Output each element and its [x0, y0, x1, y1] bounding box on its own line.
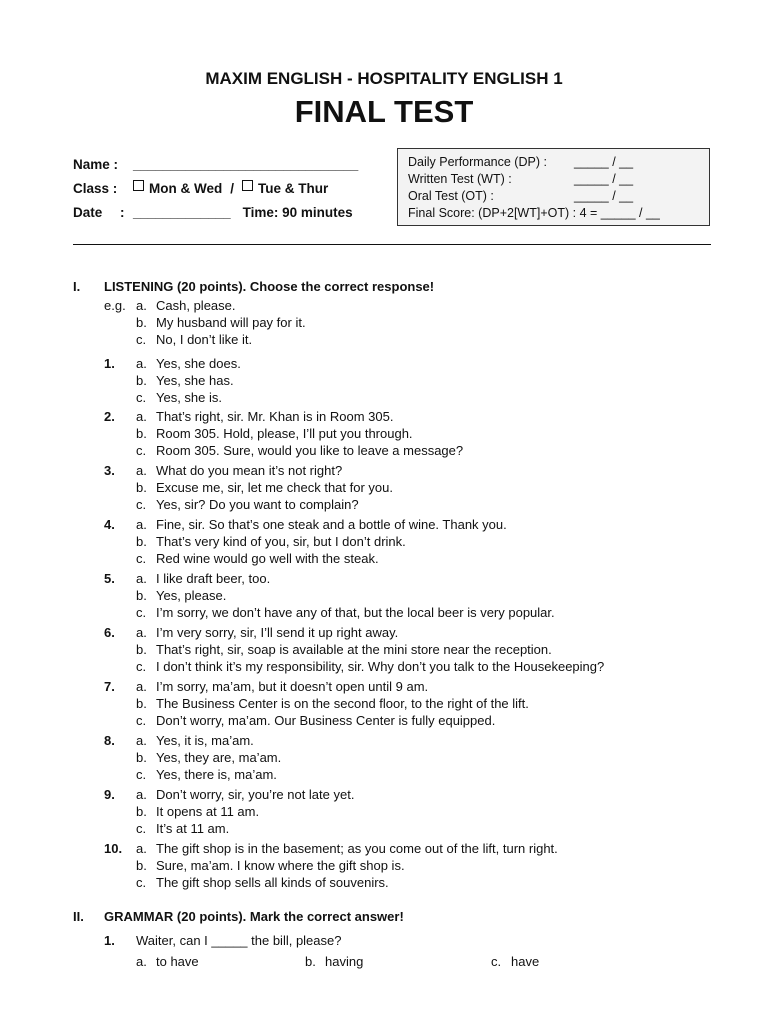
class-label: Class :	[73, 181, 118, 196]
class-separator: /	[230, 181, 235, 196]
option-text: Room 305. Sure, would you like to leave a message?	[156, 442, 464, 458]
option-letter: b.	[136, 641, 147, 657]
option-text: What do you mean it’s not right?	[156, 463, 343, 478]
option-text: Yes, it is, ma’am.	[156, 733, 254, 748]
option-text: The gift shop sells all kinds of souvenirs.	[156, 874, 389, 890]
score-row-ot	[408, 188, 709, 205]
class-mon-wed-checkbox[interactable]	[133, 180, 144, 191]
option-text: That’s very kind of you, sir, but I don’t drink.	[156, 533, 406, 549]
option-c[interactable]	[136, 390, 241, 407]
option-text: It’s at 11 am.	[156, 820, 230, 836]
example-prefix: e.g.	[104, 298, 126, 313]
option-text: Yes, she has.	[156, 372, 234, 388]
option-c[interactable]	[136, 497, 393, 514]
option-letter: a.	[136, 679, 147, 694]
name-label: Name :	[73, 157, 119, 172]
question-number: 1.	[104, 933, 115, 948]
option-text: Don’t worry, sir, you’re not late yet.	[156, 787, 355, 802]
option-letter: a.	[136, 841, 147, 856]
divider	[73, 244, 711, 245]
option-letter: c.	[136, 389, 147, 405]
option-text: The gift shop is in the basement; as you come out of the lift, turn right.	[156, 841, 558, 856]
option-text: Excuse me, sir, let me check that for you.	[156, 479, 393, 495]
section-grammar-heading	[73, 909, 404, 924]
section-title: LISTENING (20 points). Choose the correct response!	[104, 279, 435, 294]
date-colon: :	[120, 205, 125, 220]
question-number: 4.	[104, 517, 115, 532]
option-text: I’m very sorry, sir, I’ll send it up right away.	[156, 625, 399, 640]
score-value: _____ / __	[574, 189, 634, 203]
option-text: The Business Center is on the second floor, to the right of the lift.	[156, 695, 529, 711]
option-letter: a.	[136, 298, 147, 313]
class-row	[73, 180, 358, 204]
option-a[interactable]	[136, 787, 354, 804]
option-a[interactable]	[136, 841, 558, 858]
option-text: That’s right, sir. Mr. Khan is in Room 305.	[156, 409, 394, 424]
section-number: II.	[73, 909, 84, 924]
option-letter: a.	[136, 571, 147, 586]
option-letter: a.	[136, 787, 147, 802]
option-text: Sure, ma’am. I know where the gift shop is.	[156, 857, 405, 873]
option-text: Room 305. Hold, please, I’ll put you through.	[156, 425, 413, 441]
name-row	[73, 156, 358, 180]
option-c	[104, 332, 306, 349]
option-letter: c.	[136, 331, 147, 347]
class-tue-thur-label: Tue & Thur	[258, 181, 329, 196]
option-text: Fine, sir. So that’s one steak and a bottle of wine. Thank you.	[156, 517, 507, 532]
option-letter: a.	[136, 625, 147, 640]
option-text: It opens at 11 am.	[156, 803, 260, 819]
option-c[interactable]	[136, 605, 555, 622]
option-letter: b.	[305, 954, 316, 969]
option-text: Cash, please.	[156, 298, 236, 313]
option-text: Yes, she does.	[156, 356, 241, 371]
option-b[interactable]	[136, 642, 604, 659]
option-letter: a.	[136, 954, 147, 969]
option-c[interactable]	[136, 767, 281, 784]
section-listening-heading	[73, 279, 434, 294]
section-title: GRAMMAR (20 points). Mark the correct answer!	[104, 909, 404, 924]
option-letter: b.	[136, 372, 147, 388]
option-letter: c.	[136, 820, 147, 836]
option-c[interactable]	[136, 821, 354, 838]
option-a[interactable]	[136, 625, 604, 642]
option-b[interactable]	[136, 696, 529, 713]
score-row-wt	[408, 171, 709, 188]
date-label: Date	[73, 205, 103, 220]
score-row-dp	[408, 154, 709, 171]
option-text: Yes, she is.	[156, 389, 223, 405]
option-b[interactable]	[136, 858, 558, 875]
date-row	[73, 204, 358, 228]
option-letter: a.	[136, 463, 147, 478]
option-letter: a.	[136, 409, 147, 424]
option-letter: b.	[136, 314, 147, 330]
grammar-option-b[interactable]	[305, 954, 363, 969]
question-number: 5.	[104, 571, 115, 586]
option-letter: c.	[136, 874, 147, 890]
option-letter: b.	[136, 587, 147, 603]
question-number: 8.	[104, 733, 115, 748]
score-row-final	[408, 205, 709, 222]
option-b[interactable]	[136, 373, 241, 390]
option-text: I don’t think it’s my responsibility, sir. Why don’t you talk to the Housekeeping?	[156, 658, 605, 674]
option-letter: c.	[136, 604, 147, 620]
date-field[interactable]: _____________	[133, 205, 231, 220]
option-text: I’m sorry, we don’t have any of that, but the local beer is very popular.	[156, 604, 555, 620]
question-number: 3.	[104, 463, 115, 478]
score-box	[397, 148, 710, 226]
option-letter: a.	[136, 356, 147, 371]
question-number: 9.	[104, 787, 115, 802]
option-letter: c.	[136, 550, 147, 566]
option-b[interactable]	[136, 480, 393, 497]
option-c[interactable]	[136, 713, 529, 730]
option-b[interactable]	[136, 750, 281, 767]
grammar-option-a[interactable]	[136, 954, 199, 969]
score-value: _____ / __	[574, 172, 634, 186]
option-letter: c.	[136, 496, 147, 512]
option-letter: b.	[136, 695, 147, 711]
time-text: Time: 90 minutes	[242, 205, 353, 220]
question-number: 2.	[104, 409, 115, 424]
question-number: 10.	[104, 841, 123, 856]
option-a[interactable]	[136, 463, 393, 480]
option-text: have	[511, 954, 540, 969]
student-info	[73, 156, 358, 228]
option-c[interactable]	[136, 659, 604, 676]
option-letter: c.	[136, 442, 147, 458]
course-title: MAXIM ENGLISH - HOSPITALITY ENGLISH 1	[205, 69, 563, 88]
option-text: My husband will pay for it.	[156, 314, 306, 330]
option-letter: a.	[136, 517, 147, 532]
option-letter: b.	[136, 749, 147, 765]
option-text: to have	[156, 954, 199, 969]
question-number: 1.	[104, 356, 115, 371]
option-letter: a.	[136, 733, 147, 748]
option-a[interactable]	[136, 409, 463, 426]
option-letter: b.	[136, 425, 147, 441]
option-b[interactable]	[136, 426, 463, 443]
class-tue-thur-checkbox[interactable]	[242, 180, 253, 191]
option-b[interactable]	[136, 534, 507, 551]
option-letter: b.	[136, 857, 147, 873]
option-letter: b.	[136, 533, 147, 549]
section-number: I.	[73, 279, 81, 294]
option-a	[104, 298, 306, 315]
option-b[interactable]	[136, 588, 555, 605]
option-a[interactable]	[136, 356, 241, 373]
question-stem: Waiter, can I _____ the bill, please?	[136, 933, 342, 948]
option-a[interactable]	[136, 733, 281, 750]
option-text: No, I don’t like it.	[156, 331, 253, 347]
option-c[interactable]	[136, 551, 507, 568]
option-text: Yes, there is, ma’am.	[156, 766, 277, 782]
option-text: Don’t worry, ma’am. Our Business Center is fully equipped.	[156, 712, 496, 728]
option-text: Yes, they are, ma’am.	[156, 749, 282, 765]
name-field[interactable]: ______________________________	[133, 157, 359, 172]
question-number: 6.	[104, 625, 115, 640]
option-c[interactable]	[136, 443, 463, 460]
option-text: having	[325, 954, 364, 969]
option-text: Yes, sir? Do you want to complain?	[156, 496, 359, 512]
score-label: Written Test (WT) :	[408, 172, 512, 186]
class-mon-wed-label: Mon & Wed	[149, 181, 223, 196]
option-letter: c.	[136, 766, 147, 782]
option-letter: c.	[136, 712, 147, 728]
option-letter: c.	[491, 954, 502, 969]
score-label: Oral Test (OT) :	[408, 189, 494, 203]
option-text: I’m sorry, ma’am, but it doesn’t open until 9 am.	[156, 679, 429, 694]
option-letter: c.	[136, 658, 147, 674]
option-text: Yes, please.	[156, 587, 227, 603]
question-number: 7.	[104, 679, 115, 694]
option-c[interactable]	[136, 875, 558, 892]
option-b[interactable]	[136, 804, 354, 821]
option-letter: b.	[136, 803, 147, 819]
option-text: That’s right, sir, soap is available at the mini store near the reception.	[156, 641, 552, 657]
score-value: _____ / __	[574, 155, 634, 169]
final-score-text: Final Score: (DP+2[WT]+OT) : 4 = _____ / __	[408, 206, 660, 220]
option-letter: b.	[136, 479, 147, 495]
option-a[interactable]	[136, 679, 529, 696]
grammar-option-c[interactable]	[491, 954, 539, 969]
page-title: FINAL TEST	[294, 94, 474, 129]
score-label: Daily Performance (DP) :	[408, 155, 547, 169]
option-b	[104, 315, 306, 332]
option-a[interactable]	[136, 571, 555, 588]
option-text: I like draft beer, too.	[156, 571, 271, 586]
option-a[interactable]	[136, 517, 507, 534]
option-text: Red wine would go well with the steak.	[156, 550, 379, 566]
